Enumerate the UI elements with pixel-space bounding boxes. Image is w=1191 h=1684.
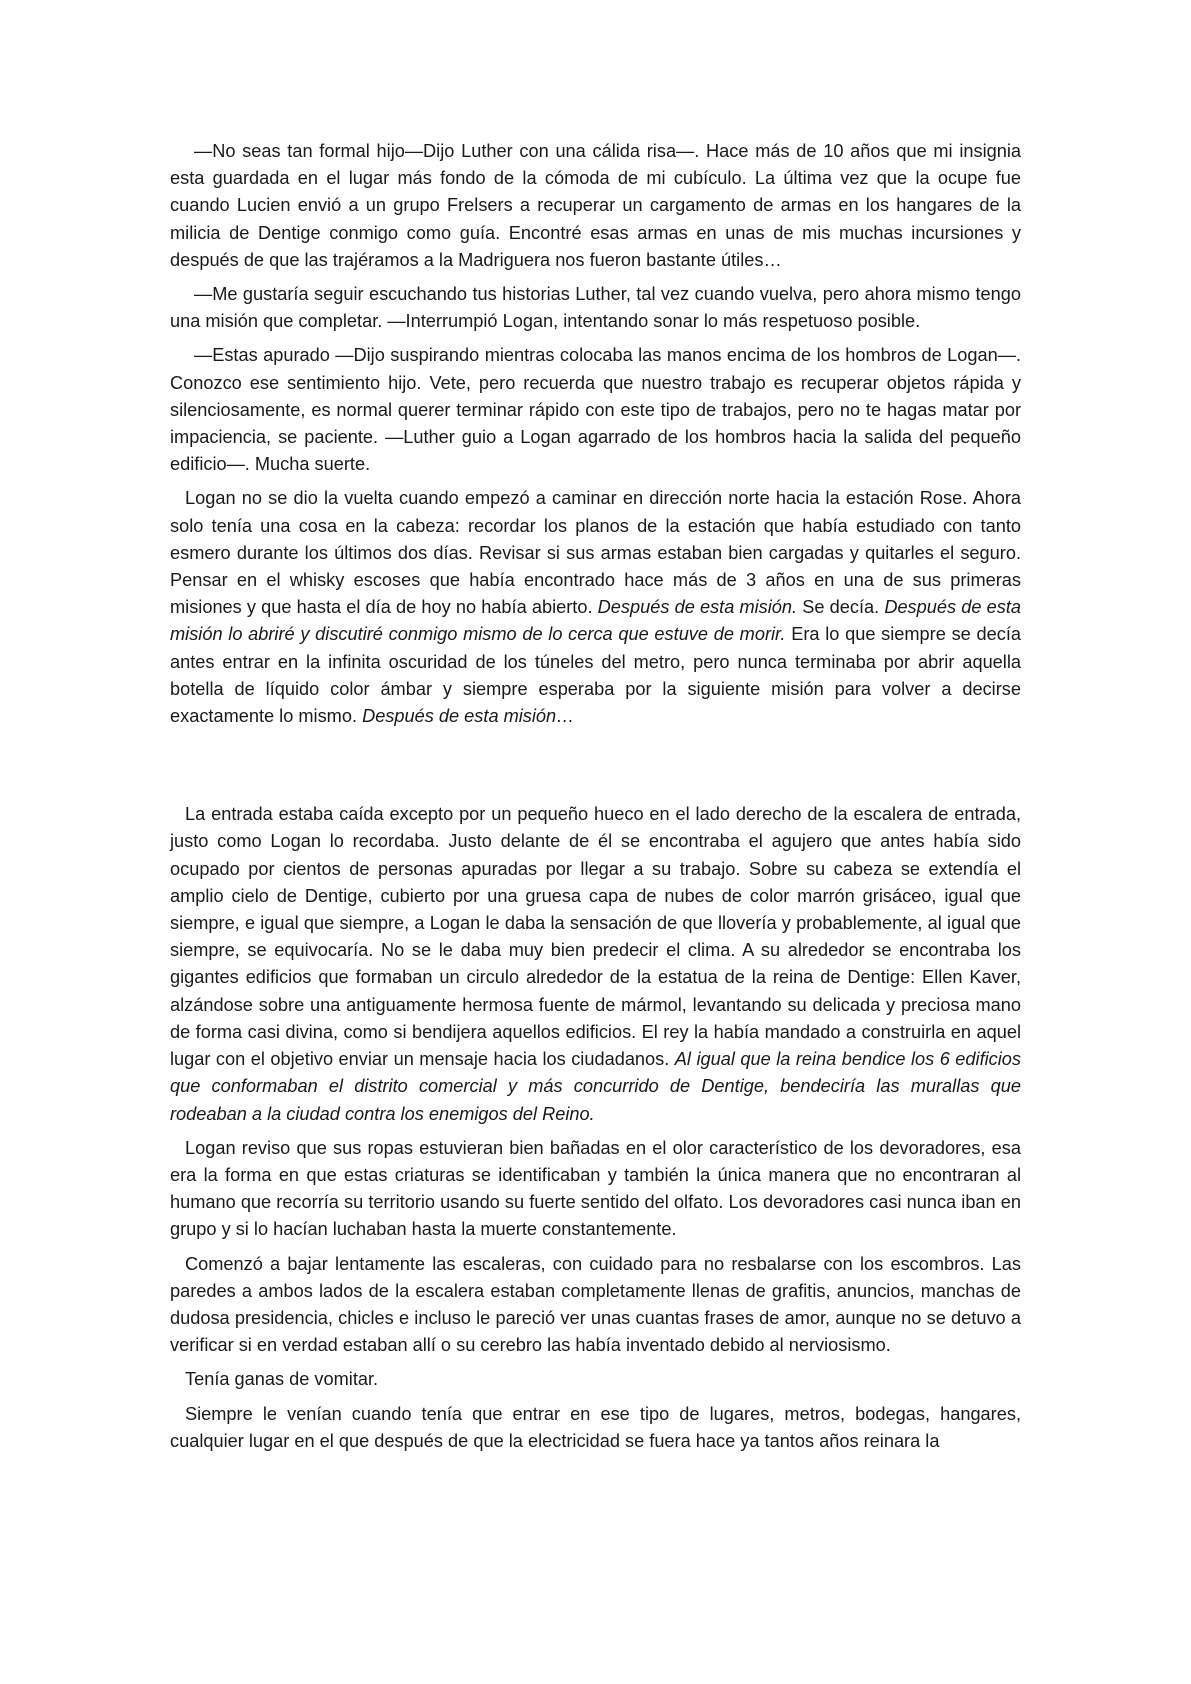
paragraph — [170, 1366, 1021, 1393]
text-segment: Se decía. — [797, 597, 885, 618]
text-section-top — [170, 138, 1021, 730]
paragraph — [170, 1401, 1021, 1455]
text-segment: Siempre le venían cuando tenía que entrar en ese tipo de lugares, metros, bodegas, hangares, cualquier lugar en el que después de que la electricidad se fuera hace ya tantos años reinara la — [170, 1403, 1021, 1451]
section-break — [170, 737, 1021, 801]
paragraph — [170, 485, 1021, 730]
text-section-bottom — [170, 801, 1021, 1455]
paragraph — [170, 281, 1021, 335]
text-segment: —Me gustaría seguir escuchando tus historias Luther, tal vez cuando vuelva, pero ahora mismo tengo una misión que completar. —Interrumpió Logan, intentando sonar lo más respetuoso posible. — [170, 284, 1021, 332]
text-segment: Era lo que siempre se decía antes entrar en la infinita oscuridad de los túneles del metro, pero nunca terminaba por abrir aquella botella de líquido color ámbar y siempre esperaba por la siguiente misión para volver a decirse exactamente lo mismo. — [170, 624, 1021, 727]
text-segment: —No seas tan formal hijo—Dijo Luther con una cálida risa—. Hace más de 10 años que mi insignia esta guardada en el lugar más fondo de la cómoda de mi cubículo. La última vez que la ocupe fue cuando Lucien envió a un grupo Frelsers a recuperar un cargamento de armas en los hangares de la milicia de Dentige conmigo como guía. Encontré esas armas en unas de mis muchas incursiones y después de que las trajéramos a la Madriguera nos fueron bastante útiles… — [170, 141, 1021, 270]
text-segment: —Estas apurado —Dijo suspirando mientras colocaba las manos encima de los hombros de Logan—. Conozco ese sentimiento hijo. Vete, pero recuerda que nuestro trabajo es recuperar objetos rápida y silenciosamente, es normal querer terminar rápido con este tipo de trabajos, pero no te hagas matar por impaciencia, se paciente. —Luther guio a Logan agarrado de los hombros hacia la salida del pequeño edificio—. Mucha suerte. — [170, 345, 1021, 475]
paragraph — [170, 342, 1021, 478]
paragraph — [170, 801, 1021, 1127]
italic-text: Después de esta misión… — [362, 706, 575, 727]
text-segment: Logan no se dio la vuelta cuando empezó a caminar en dirección norte hacia la estación Rose. Ahora solo tenía una cosa en la cabeza: recordar los planos de la estación que había estudiado con tanto esmero durante los últimos dos días. Revisar si sus armas estaban bien cargadas y quitarles el seguro. Pensar en el whisky escoses que había encontrado hace más de 3 años en una de sus primeras misiones y que hasta el día de hoy no había abierto. — [170, 488, 1021, 618]
italic-text: Al igual que la reina bendice los 6 edificios que conformaban el distrito comercial y más concurrido de Dentige, bendeciría las murallas que rodeaban a la ciudad contra los enemigos del Reino. — [170, 1049, 1022, 1124]
document-page — [170, 138, 1021, 1462]
italic-text: Después de esta misión lo abriré y discutiré conmigo mismo de lo cerca que estuve de morir. — [170, 597, 1021, 645]
text-segment: Comenzó a bajar lentamente las escaleras, con cuidado para no resbalarse con los escombros. Las paredes a ambos lados de la escalera estaban completamente llenas de grafitis, anuncios, manchas de dudosa presidencia, chicles e incluso le pareció ver unas cuantas frases de amor, aunque no se detuvo a verificar si en verdad estaban allí o su cerebro las había inventado debido al nerviosismo. — [170, 1253, 1021, 1356]
text-segment: Tenía ganas de vomitar. — [185, 1369, 379, 1390]
text-segment: Logan reviso que sus ropas estuvieran bien bañadas en el olor característico de los devoradores, esa era la forma en que estas criaturas se identificaban y también la única manera que no encontraran al humano que recorría su territorio usando su fuerte sentido del olfato. Los devoradores casi nunca iban en grupo y si lo hacían luchaban hasta la muerte constantemente. — [170, 1137, 1021, 1240]
paragraph — [170, 1135, 1021, 1244]
paragraph — [170, 138, 1021, 274]
paragraph — [170, 1251, 1021, 1360]
italic-text: Después de esta misión. — [597, 597, 798, 618]
text-segment: La entrada estaba caída excepto por un pequeño hueco en el lado derecho de la escalera de entrada, justo como Logan lo recordaba. Justo delante de él se encontraba el agujero que antes había sido ocupado por cientos de personas apuradas por llegar a su trabajo. Sobre su cabeza se extendía el amplio cielo de Dentige, cubierto por una gruesa capa de nubes de color marrón grisáceo, igual que siempre, e igual que siempre, a Logan le daba la sensación de que llovería y probablemente, al igual que siempre, se equivocaría. No se le daba muy bien predecir el clima. A su alrededor se encontraba los gigantes edificios que formaban un circulo alrededor de la estatua de la reina de Dentige: Ellen Kaver, alzándose sobre una antiguamente hermosa fuente de mármol, levantando su delicada y preciosa mano de forma casi divina, como si bendijera aquellos edificios. El rey la había mandado a construirla en aquel lugar con el objetivo enviar un mensaje hacia los ciudadanos. — [170, 804, 1021, 1070]
